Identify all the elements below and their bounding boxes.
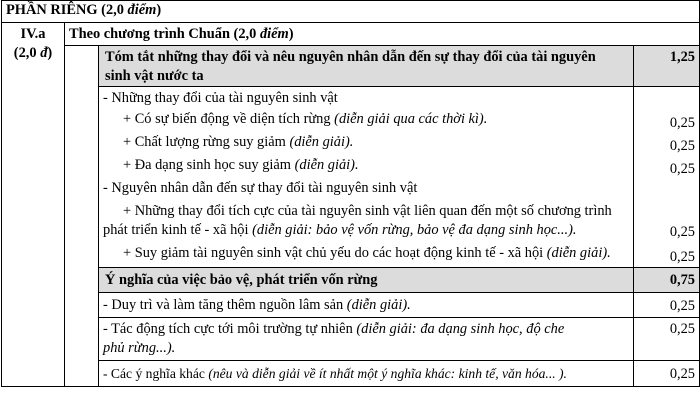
q2-item-2-score: 0,25 xyxy=(634,318,700,361)
q1-item-5-score: 0,25 xyxy=(669,249,695,265)
question-1-content xyxy=(99,87,634,268)
q1-item-3: + Đa dạng sinh học suy giảm (diễn giải). xyxy=(123,157,359,173)
section-points: (2,0 điểm) xyxy=(101,2,162,18)
q1-item-4-cont: phát triển kinh tế - xã hội (diễn giải: bảo vệ vốn rừng, bảo vệ đa dạng sinh học...). xyxy=(103,222,577,238)
q2-item-1: - Duy trì và làm tăng thêm nguồn lâm sản (diễn giải). xyxy=(99,293,634,318)
q1-item-5: + Suy giảm tài nguyên sinh vật chủ yếu do các hoạt động kinh tế - xã hội (diễn giải). xyxy=(123,245,611,261)
q1-item-1-score: 0,25 xyxy=(669,115,695,131)
q2-item-2: - Tác động tích cực tới môi trường tự nhiên (diễn giải: đa dạng sinh học, độ che phủ rừng...). xyxy=(99,318,634,361)
question-1-content-row xyxy=(2,87,700,268)
q1-item-1: + Có sự biến động về diện tích rừng (diễn giải qua các thời kì). xyxy=(123,111,488,127)
question-1-row xyxy=(2,46,700,87)
section-header xyxy=(2,1,700,23)
question-2-row xyxy=(2,268,700,293)
q1-item-2: + Chất lượng rừng suy giảm (diễn giải). xyxy=(123,134,354,150)
q1-item-3-score: 0,25 xyxy=(669,161,695,177)
section-title: PHẦN RIÊNG xyxy=(6,2,98,18)
q2-item-3: - Các ý nghĩa khác (nêu và diễn giải về ít nhất một ý nghĩa khác: kinh tế, văn hóa... ). xyxy=(99,361,634,387)
part-code: IV.a xyxy=(20,26,46,42)
q2-item-3-row xyxy=(2,361,700,387)
q1-subhead-1: - Những thay đổi của tài nguyên sinh vật xyxy=(103,90,338,106)
q1-item-4-score: 0,25 xyxy=(669,224,695,240)
question-1-title: Tóm tắt những thay đổi và nêu nguyên nhân dẫn đến sự thay đổi của tài nguyên sinh vật nước ta xyxy=(99,46,634,87)
q1-item-2-score: 0,25 xyxy=(669,138,695,154)
q2-item-3-score: 0,25 xyxy=(634,361,700,387)
scoring-table xyxy=(1,0,700,387)
program-title: Theo chương trình Chuẩn (2,0 điểm) xyxy=(65,23,700,46)
q1-item-4: + Những thay đổi tích cực của tài nguyên sinh vật liên quan đến một số chương trình xyxy=(123,203,612,219)
section-header-row xyxy=(2,1,700,23)
q2-item-1-row xyxy=(2,293,700,318)
part-label-cell xyxy=(2,23,65,387)
question-1-item-scores xyxy=(634,87,700,268)
q1-subhead-2: - Nguyên nhân dẫn đến sự thay đổi tài nguyên sinh vật xyxy=(103,180,418,196)
question-1-score: 1,25 xyxy=(634,46,700,87)
part-points: (2,0 đ) xyxy=(13,45,53,61)
question-2-title: Ý nghĩa của việc bảo vệ, phát triển vốn rừng xyxy=(99,268,634,293)
question-2-score: 0,75 xyxy=(634,268,700,293)
program-row xyxy=(2,23,700,46)
q2-item-1-score: 0,25 xyxy=(634,293,700,318)
q2-item-2-row xyxy=(2,318,700,361)
left-gutter xyxy=(65,46,99,387)
